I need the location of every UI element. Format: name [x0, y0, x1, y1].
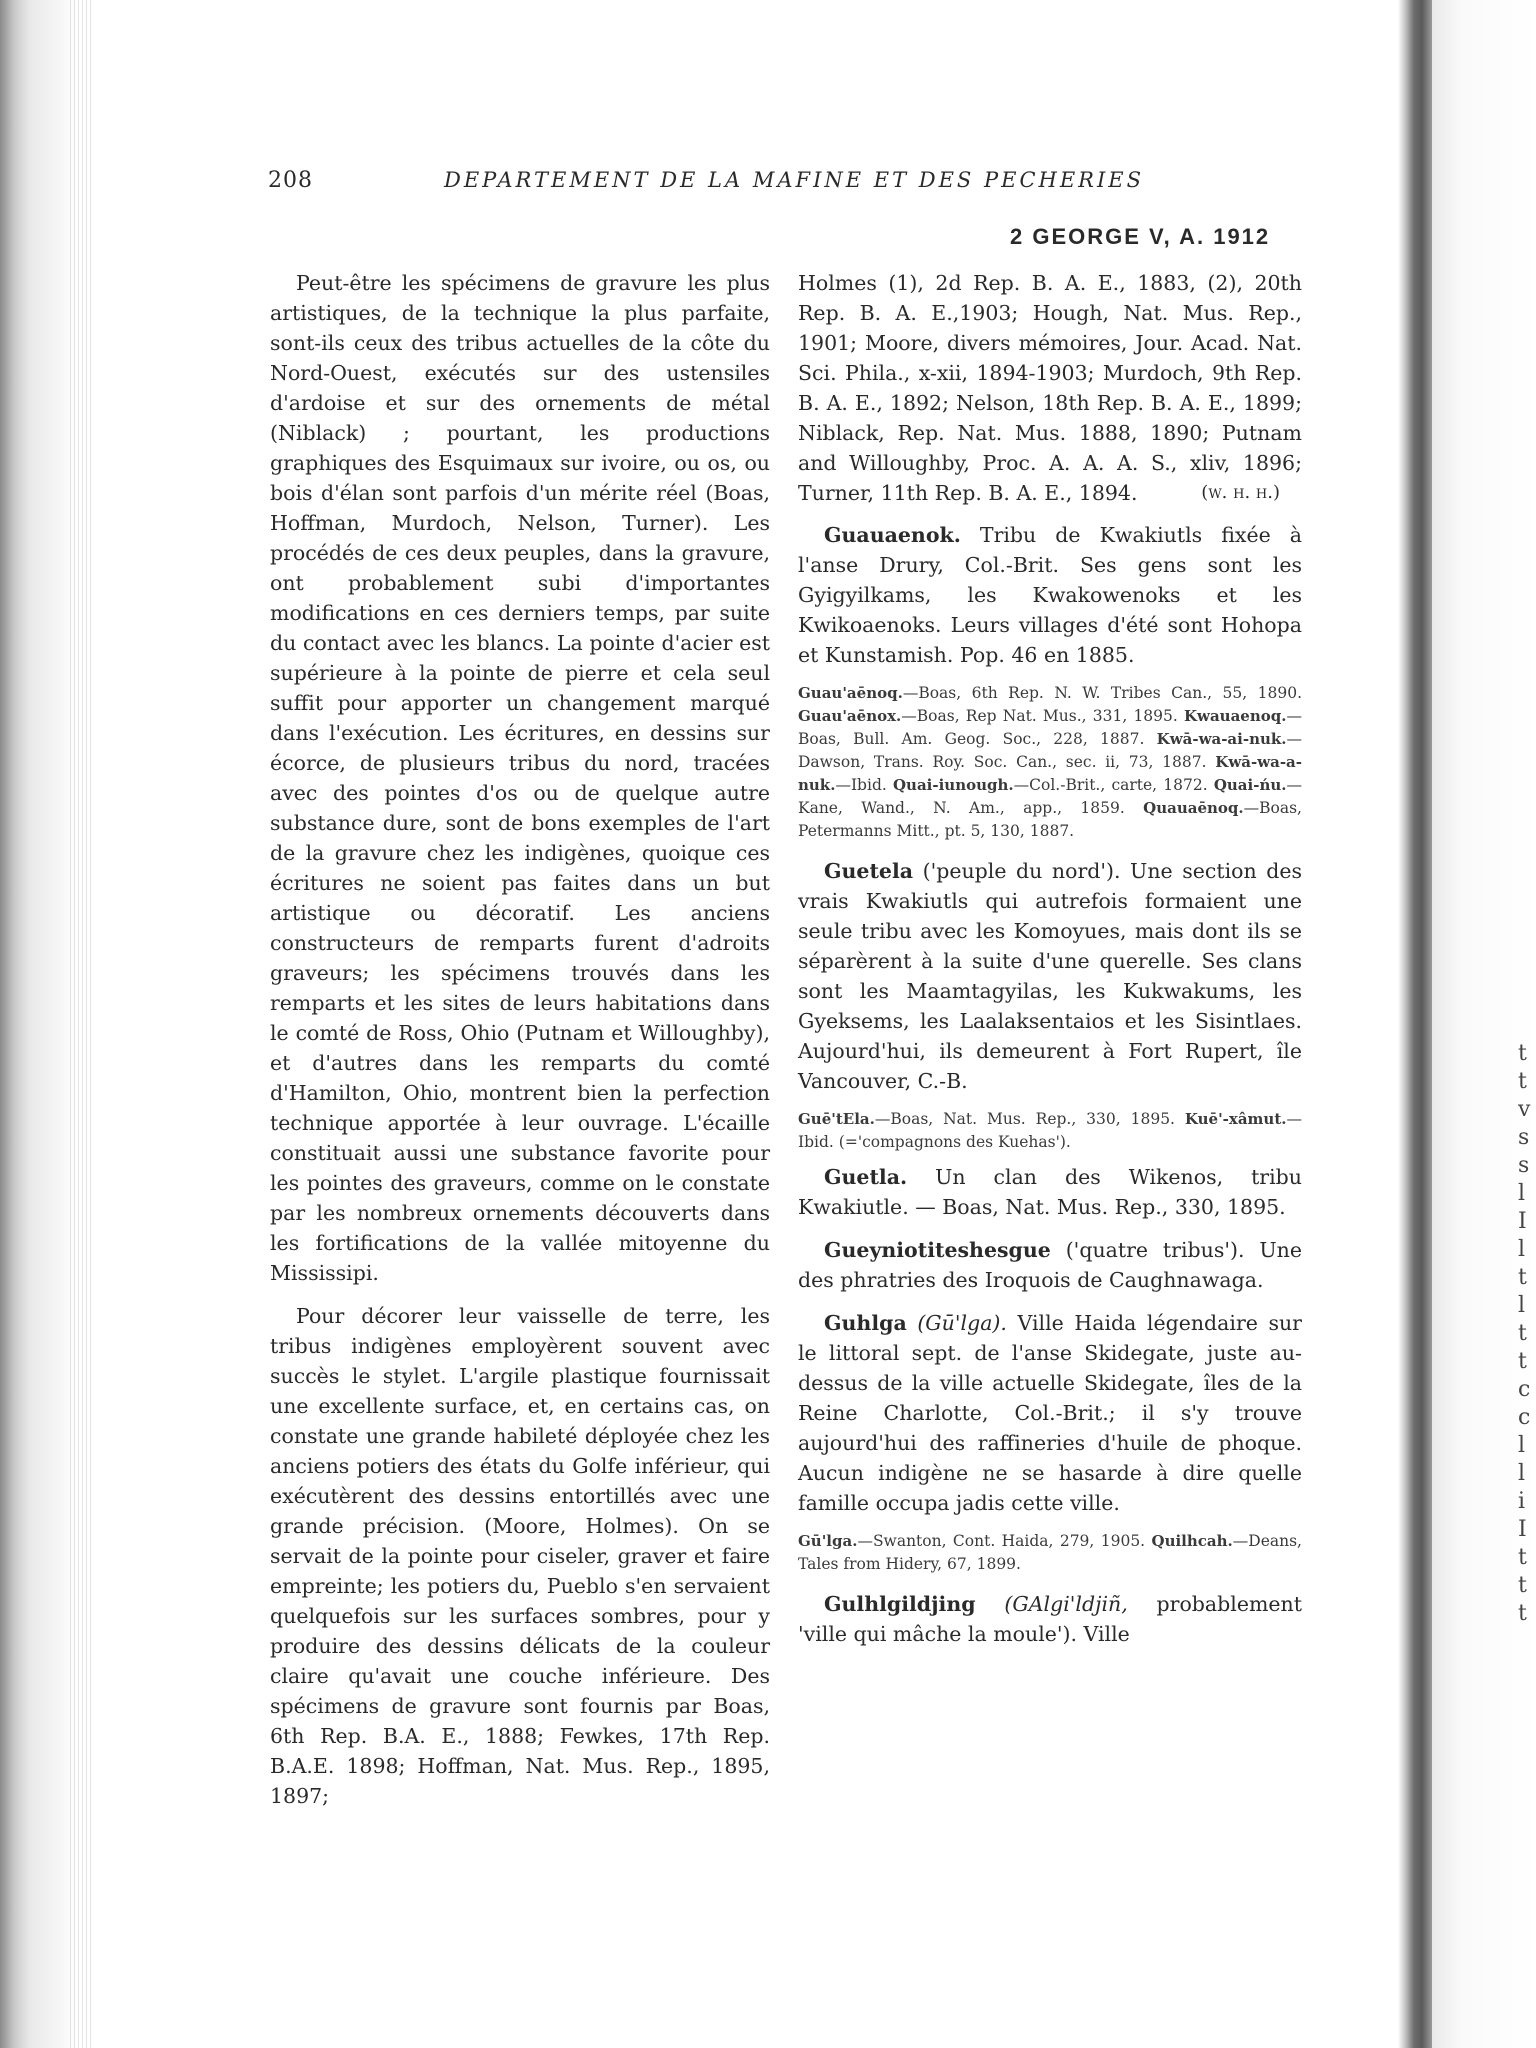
headword-guetela: Guetela	[824, 859, 914, 883]
headword-guauaenok: Guauaenok.	[824, 523, 961, 547]
synonym-name: Guau'aēnoq.	[798, 684, 903, 702]
bibliography-author-initials: (w. h. h.)	[1201, 482, 1280, 503]
entry-gueyniotiteshesgue	[798, 1235, 1302, 1295]
headword-guetla: Guetla.	[824, 1165, 908, 1189]
synonym-source: —Boas, Rep Nat. Mus., 331, 1895.	[901, 707, 1178, 725]
synonym-name: Guau'aēnox.	[798, 707, 902, 725]
entry-guetela	[798, 856, 1302, 1096]
headword-gulhlgildjing: Gulhlgildjing	[824, 1592, 976, 1616]
entry-guetla	[798, 1162, 1302, 1222]
synonym-name: Kuē'-xâmut.	[1184, 1110, 1287, 1128]
synonym-name: Gū'lga.	[798, 1532, 858, 1550]
bibliography-continuation	[798, 268, 1302, 508]
synonym-source: —Boas, Bull. Am. Geog. Soc., 228, 1887.	[798, 707, 1302, 748]
synonym-name: Kwauaenoq.	[1184, 707, 1287, 725]
paragraph-pottery-stylus: Pour décorer leur vaisselle de terre, les tribus indigènes employèrent souvent avec succès le stylet. L'argile plastique fournissait une excellente surface, et, en certains cas, on constate une grande habileté déployée chez les anciens potiers des états du Golfe inférieur, qui exécutèrent des dessins entortillés avec une grande précision. (Moore, Holmes). On se servait de la pointe pour ciseler, graver et faire empreinte; les potiers du, Pueblo s'en servaient quelquefois sur les surfaces sombres, pour y produire des dessins délicats de la couleur claire qu'avait une couche inférieure. Des spécimens de gravure sont fournis par Boas, 6th Rep. B.A. E., 1888; Fewkes, 17th Rep. B.A.E. 1898; Hoffman, Nat. Mus. Rep., 1895, 1897;	[270, 1304, 770, 1808]
right-column	[798, 268, 1302, 1649]
running-head	[268, 168, 1144, 198]
synonym-source: —Col.-Brit., carte, 1872.	[1013, 776, 1208, 794]
entry-text: ('peuple du nord'). Une section des vrais Kwakiutls qui autrefois formaient une seule tribu avec les Komoyues, mais dont ils se séparèrent à la suite d'une querelle. Ses clans sont les Maamtagyilas, les Kukwakums, les Gyeksems, les Laalaksentaios et les Sisintlaes. Aujourd'hui, ils demeurent à Fort Rupert, île Vancouver, C.-B.	[798, 859, 1302, 1093]
paragraph-engraving-specimens: Peut-être les spécimens de gravure les plus artistiques, de la technique la plus parfaite, sont-ils ceux des tribus actuelles de la côte du Nord-Ouest, exécutés sur des ustensiles d'ardoise et sur des ornements de métal (Niblack) ; pourtant, les productions graphiques des Esquimaux sur ivoire, ou os, ou bois d'élan sont parfois d'un mérite réel (Boas, Hoffman, Murdoch, Nelson, Turner). Les procédés de ces deux peuples, dans la gravure, ont probablement subi d'importantes modifications en ces derniers temps, par suite du contact avec les blancs. La pointe d'acier est supérieure à la pointe de pierre et cela seul suffit pour apporter un changement marqué dans l'exécution. Les écritures, en dessins sur écorce, de plusieurs tribus du nord, tracées avec des pointes d'os ou de quelque autre substance dure, sont de bons exemples de l'art de la gravure chez les indigènes, quoique ces écritures ne soient pas faites dans un but artistique ou décoratif. Les anciens constructeurs de remparts furent d'adroits graveurs; les spécimens trouvés dans les remparts et les sites de leurs habitations dans le comté de Ross, Ohio (Putnam et Willoughby), et d'autres dans les remparts du comté d'Hamilton, Ohio, montrent bien la perfection technique apportée à leur ouvrage. L'écaille constituait aussi une substance favorite pour les pointes des graveurs, comme on le constate par les nombreux ornements découverts dans les fortifications de la vallée mitoyenne du Mississipi.	[270, 271, 770, 1285]
headword-gueyniotiteshesgue: Gueyniotiteshesgue	[824, 1238, 1051, 1262]
synonym-source: —Boas, 6th Rep. N. W. Tribes Can., 55, 1890.	[902, 684, 1302, 702]
synonym-name: Kwā-wa-a-nuk.	[798, 753, 1302, 794]
synonym-name: Quai-ńu.	[1213, 776, 1287, 794]
book-binding-gutter	[1398, 0, 1432, 2048]
synonym-name: Kwā-wa-ai-nuk.	[1156, 730, 1287, 748]
synonymy-guhlga	[798, 1530, 1302, 1576]
synonym-name: Quauaēnoq.	[1143, 799, 1244, 817]
entry-text: ('quatre tribus'). Une des phratries des Iroquois de Caughnawaga.	[798, 1238, 1302, 1292]
left-column	[270, 268, 770, 1811]
synonymy-guetela	[798, 1108, 1302, 1154]
synonym-name: Quai-iunough.	[892, 776, 1014, 794]
page-left-margin-shadow	[0, 0, 78, 2048]
synonym-source: —Swanton, Cont. Haida, 279, 1905.	[857, 1532, 1146, 1550]
entry-text: probablement 'ville qui mâche la moule'). Ville	[798, 1592, 1302, 1646]
entry-guauaenok	[798, 520, 1302, 670]
page-number: 208	[268, 168, 313, 193]
synonym-name: Guē'tEla.	[798, 1110, 875, 1128]
synonymy-guauaenok	[798, 682, 1302, 843]
entry-text: Tribu de Kwakiutls fixée à l'anse Drury, Col.-Brit. Ses gens sont les Gyigyilkams, les Kwakowenoks et les Kwikoaenoks. Leurs villages d'été sont Hohopa et Kunstamish. Pop. 46 en 1885.	[798, 523, 1302, 667]
entry-gulhlgildjing	[798, 1589, 1302, 1649]
synonym-source: —Kane, Wand., N. Am., app., 1859.	[798, 776, 1302, 817]
stacked-page-edges	[70, 0, 92, 2048]
synonym-source: —Boas, Nat. Mus. Rep., 330, 1895.	[874, 1110, 1175, 1128]
native-form: (GAlgi'ldjiñ,	[1004, 1592, 1128, 1616]
entry-text: Ville Haida légendaire sur le littoral sept. de l'anse Skidegate, juste au-dessus de la ville actuelle Skidegate, îles de la Reine Charlotte, Col.-Brit.; il s'y trouve aujourd'hui des raffineries d'huile de phoque. Aucun indigène ne se hasarde à dire quelle famille occupa jadis cette ville.	[798, 1311, 1302, 1515]
native-form: (Gū'lga).	[917, 1311, 1007, 1335]
synonym-source: —Ibid.	[835, 776, 887, 794]
synonym-source: —Dawson, Trans. Roy. Soc. Can., sec. ii, 73, 1887.	[798, 730, 1302, 771]
facing-page-strip	[1432, 0, 1536, 2048]
entry-guhlga	[798, 1308, 1302, 1518]
synonym-name: Quilhcah.	[1151, 1532, 1233, 1550]
running-title: DEPARTEMENT DE LA MAFINE ET DES PECHERIES	[444, 168, 1144, 192]
facing-page-cropped-text: t t v s s l I l t l t t c c l l i I t t t	[1518, 1041, 1531, 1626]
synonym-source: —Boas, Petermanns Mitt., pt. 5, 130, 1887.	[798, 799, 1302, 840]
entry-text: Un clan des Wikenos, tribu Kwakiutle. — Boas, Nat. Mus. Rep., 330, 1895.	[798, 1165, 1302, 1219]
headword-guhlga: Guhlga	[824, 1311, 907, 1335]
synonym-source: —Deans, Tales from Hidery, 67, 1899.	[798, 1532, 1302, 1573]
regnal-year-label: 2 GEORGE V, A. 1912	[1010, 224, 1271, 249]
synonym-source: —Ibid. (='compagnons des Kuehas').	[798, 1110, 1302, 1151]
bibliography-text: Holmes (1), 2d Rep. B. A. E., 1883, (2), 20th Rep. B. A. E.,1903; Hough, Nat. Mus. Rep., 1901; Moore, divers mémoires, Jour. Acad. Nat. Sci. Phila., x-xii, 1894-1903; Murdoch, 9th Rep. B. A. E., 1892; Nelson, 18th Rep. B. A. E., 1899; Niblack, Rep. Nat. Mus. 1888, 1890; Putnam and Willoughby, Proc. A. A. A. S., xliv, 1896; Turner, 11th Rep. B. A. E., 1894.	[798, 271, 1302, 505]
